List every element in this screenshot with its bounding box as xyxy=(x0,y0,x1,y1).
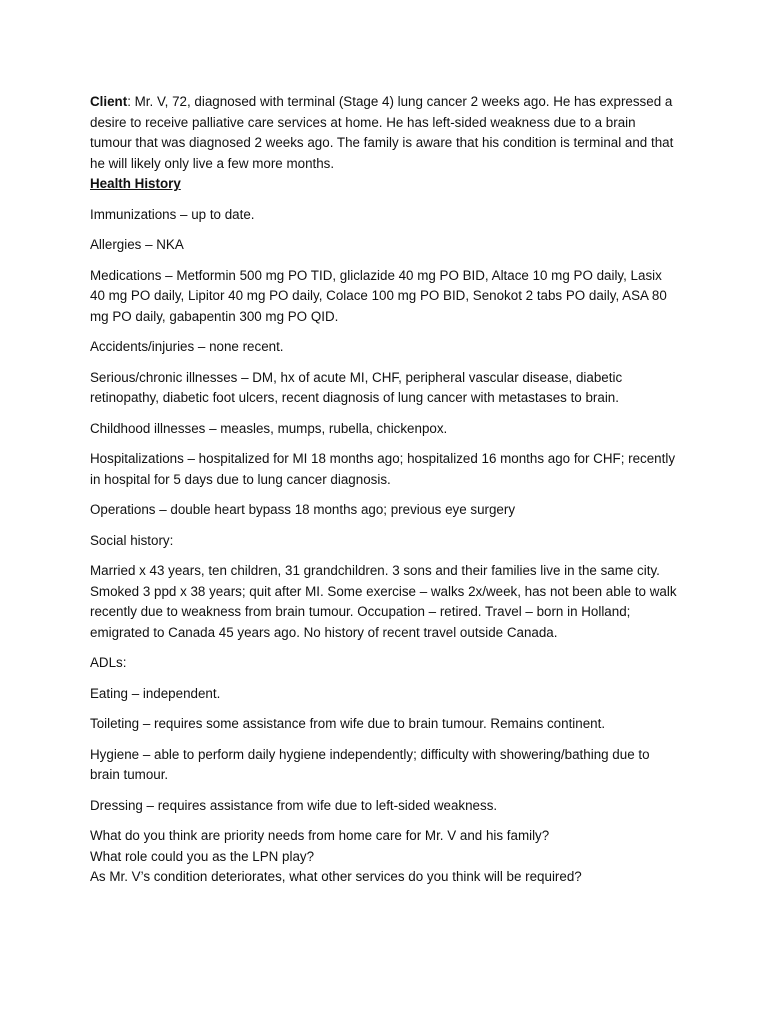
social-history-label: Social history: xyxy=(90,532,174,548)
childhood-illnesses-paragraph: Childhood illnesses – measles, mumps, rubella, chickenpox. xyxy=(90,420,448,436)
adls-label: ADLs: xyxy=(90,655,127,670)
accidents-paragraph: Accidents/injuries – none recent. xyxy=(90,339,284,354)
document-page xyxy=(90,92,680,888)
hospitalizations-paragraph: Hospitalizations – hospitalized for MI 18 months ago; hospitalized 16 months ago for CHF; recently in hospital for 5 days due to lung cancer diagnosis. xyxy=(90,451,676,487)
question-other-services: As Mr. V’s condition deteriorates, what other services do you think will be required? xyxy=(90,869,582,884)
medications-paragraph: Medications – Metformin 500 mg PO TID, gliclazide 40 mg PO BID, Altace 10 mg PO daily, Lasix 40 mg PO daily, Lipitor 40 mg PO daily, Colace 100 mg PO BID, Senokot 2 tabs PO daily, ASA 80 mg PO daily, gabapentin 300 mg PO QID. xyxy=(90,267,667,324)
client-label: Client xyxy=(90,94,128,109)
operations-paragraph: Operations – double heart bypass 18 months ago; previous eye surgery xyxy=(90,502,516,517)
eating-paragraph: Eating – independent. xyxy=(90,685,221,701)
dressing-paragraph: Dressing – requires assistance from wife due to left-sided weakness. xyxy=(90,797,498,813)
immunizations-paragraph: Immunizations – up to date. xyxy=(90,206,255,222)
question-priority-needs: What do you think are priority needs from home care for Mr. V and his family? xyxy=(90,828,550,843)
client-intro xyxy=(90,92,680,174)
client-description: : Mr. V, 72, diagnosed with terminal (Stage 4) lung cancer 2 weeks ago. He has expressed a desire to receive palliative care services at home. He has left-sided weakness due to a brain tumour that was diagnosed 2 weeks ago. The family is aware that his condition is terminal and that he will likely only live a few more months. xyxy=(90,94,674,171)
question-lpn-role: What role could you as the LPN play? xyxy=(90,848,315,864)
allergies-paragraph: Allergies – NKA xyxy=(90,237,184,252)
hygiene-paragraph: Hygiene – able to perform daily hygiene independently; difficulty with showering/bathing due to brain tumour. xyxy=(90,746,650,782)
toileting-paragraph: Toileting – requires some assistance from wife due to brain tumour. Remains continent. xyxy=(90,716,606,731)
social-history-paragraph: Married x 43 years, ten children, 31 grandchildren. 3 sons and their families live in the same city. Smoked 3 ppd x 38 years; quit after MI. Some exercise – walks 2x/week, has not been able to walk recently due to weakness from brain tumour. Occupation – retired. Travel – born in Holland; emigrated to Canada 45 years ago. No history of recent travel outside Canada. xyxy=(90,563,677,640)
health-history-heading: Health History xyxy=(90,176,181,191)
chronic-illnesses-paragraph: Serious/chronic illnesses – DM, hx of acute MI, CHF, peripheral vascular disease, diabetic retinopathy, diabetic foot ulcers, recent diagnosis of lung cancer with metastases to brain. xyxy=(90,369,623,405)
